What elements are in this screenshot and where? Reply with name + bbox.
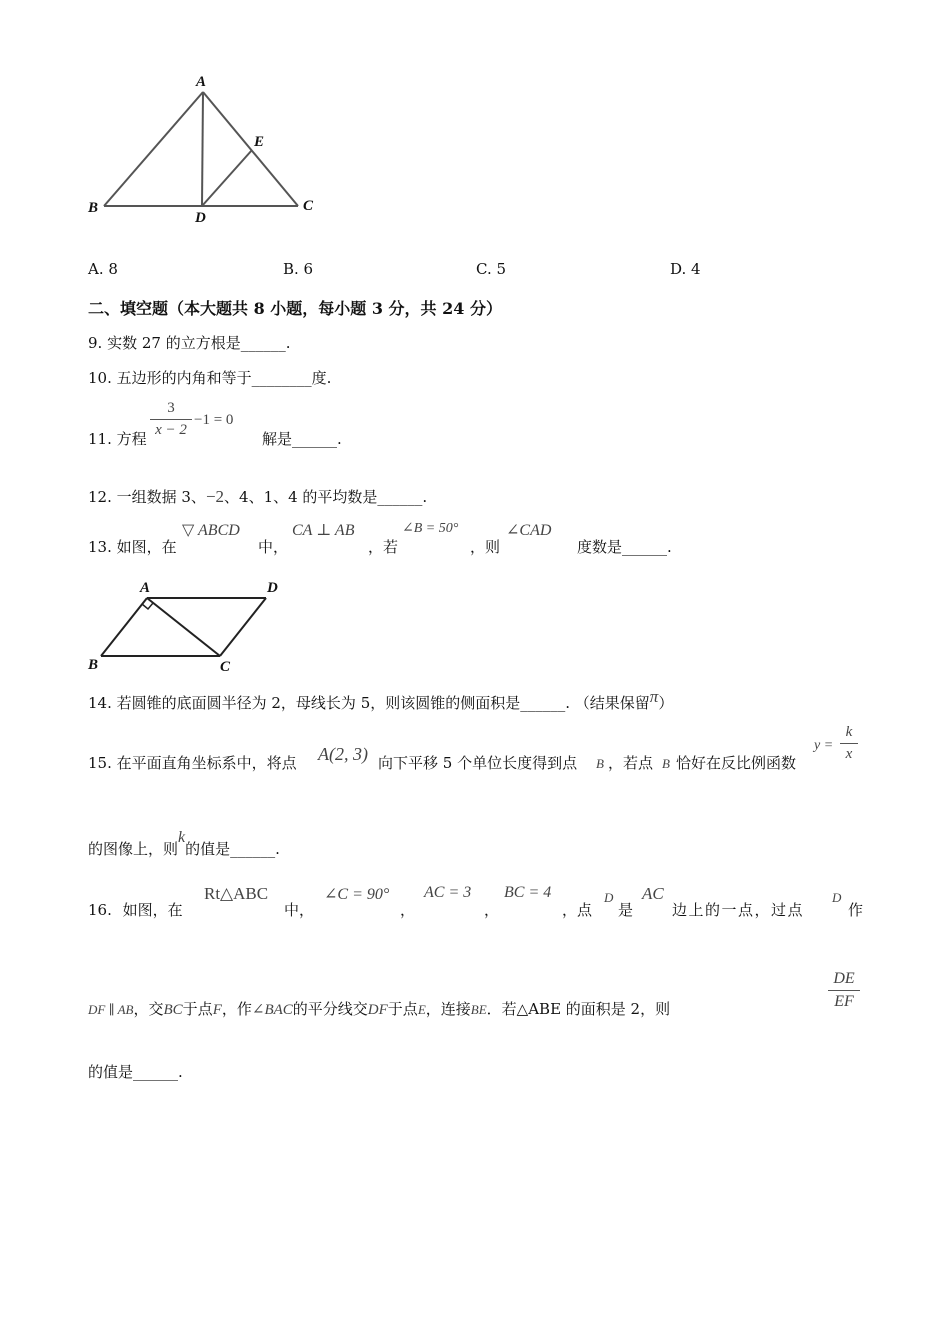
fraction-numerator: DE xyxy=(833,970,855,987)
point-a-coords: A(2, 3) xyxy=(318,744,368,764)
vertex-label-b: B xyxy=(88,200,99,216)
question-14-text: 14. 若圆锥的底面圆半径为 2，母线长为 5，则该圆锥的侧面积是______. （结果保留 xyxy=(88,694,650,712)
question-9: 9. 实数 27 的立方根是______. xyxy=(88,334,291,352)
question-10: 10. 五边形的内角和等于________度. xyxy=(88,369,332,387)
option-b: B. 6 xyxy=(283,260,314,278)
question-15-text-d: 恰好在反比例函数 xyxy=(676,754,797,772)
question-16-text-e: ，点 xyxy=(562,901,593,919)
bc-equals-4: BC = 4 xyxy=(504,884,552,901)
point-d-label: D xyxy=(604,890,614,905)
point-f: F xyxy=(212,1002,222,1018)
line2-text-a: ，交 xyxy=(133,1000,164,1018)
question-13-text-1: 中， xyxy=(258,538,289,556)
right-triangle-text: Rt△ABC xyxy=(204,884,269,903)
question-15-line2-end: 的值是______. xyxy=(185,840,280,858)
question-13-angle-b: ∠B = 50° xyxy=(402,521,459,536)
question-13-text-2: ，若 xyxy=(368,538,399,556)
vertex-label-b: B xyxy=(88,657,99,673)
triangle-abc-figure xyxy=(80,70,330,230)
option-d: D. 4 xyxy=(670,260,701,278)
question-16-text-h: 作 xyxy=(848,901,864,919)
question-13-text-3: ，则 xyxy=(470,538,501,556)
ac-equals-3: AC = 3 xyxy=(424,884,472,901)
point-d-label-2: D xyxy=(832,890,842,905)
segment-be: BE xyxy=(470,1002,487,1017)
segment-df: DF xyxy=(367,1002,388,1018)
angle-c-90: ∠C = 90° xyxy=(324,886,390,903)
pi-symbol: π xyxy=(649,687,659,706)
fraction-denominator: EF xyxy=(834,993,854,1010)
vertex-label-d: D xyxy=(267,580,278,596)
line2-text-g: ．若△ABE 的面积是 2，则 xyxy=(486,1000,671,1018)
parallelogram-figure xyxy=(80,572,300,677)
df-parallel-ab: DF ∥ AB xyxy=(88,1002,134,1017)
question-11-fraction xyxy=(150,400,192,439)
question-11-prefix: 11. 方程 xyxy=(88,430,147,448)
question-11-suffix: 解是______. xyxy=(262,430,342,448)
question-12-start: 12. 一组数据 3、 xyxy=(88,488,206,506)
right-triangle-abc xyxy=(204,884,268,904)
question-16-line3: 的值是______. xyxy=(88,1063,183,1081)
parallelogram-symbol: ▽ ABCD xyxy=(182,522,240,539)
question-15-middle: 向下平移 5 个单位长度得到点 xyxy=(378,754,578,772)
point-e: E xyxy=(417,1002,426,1017)
question-15-line2-start: 的图像上，则 xyxy=(88,840,179,858)
line2-text-f: ，连接 xyxy=(425,1000,471,1018)
question-16-text-f: 是 xyxy=(618,901,634,919)
fraction-denominator: x − 2 xyxy=(155,422,187,438)
de-over-ef-fraction xyxy=(828,970,860,1011)
question-16-line2 xyxy=(88,998,670,1019)
question-16-text-d: ， xyxy=(484,901,500,919)
line2-text-e: 于点 xyxy=(387,1000,418,1018)
fraction-numerator: 3 xyxy=(167,400,175,416)
question-16-text-g: 边上的一点，过点 xyxy=(672,901,805,919)
vertex-label-a: A xyxy=(140,580,151,596)
angle-bac: ∠BAC xyxy=(251,1002,293,1018)
question-13-prefix: 13. 如图，在 xyxy=(88,538,177,556)
question-13-suffix: 度数是______. xyxy=(577,538,672,556)
question-16-text-b: 中， xyxy=(284,901,315,919)
segment-bc: BC xyxy=(163,1002,183,1018)
question-14-close: ） xyxy=(658,694,674,712)
point-b-label-2: B xyxy=(662,756,670,771)
negative-number: −2 xyxy=(205,487,225,506)
vertex-label-c: C xyxy=(220,659,231,675)
vertex-label-e: E xyxy=(254,134,265,150)
question-13-angle-cad: ∠CAD xyxy=(506,522,552,539)
question-15-text-c: ，若点 xyxy=(608,754,654,772)
segment-ac: AC xyxy=(642,884,664,903)
section-title: 二、填空题（本大题共 8 小题，每小题 3 分，共 24 分） xyxy=(88,299,502,318)
function-fraction xyxy=(840,724,858,763)
question-12-end: 、4、1、4 的平均数是______. xyxy=(224,488,428,506)
point-b-label: B xyxy=(596,756,604,771)
question-14 xyxy=(88,687,674,713)
fraction-denominator: x xyxy=(845,746,853,762)
option-a: A. 8 xyxy=(88,260,118,278)
question-15-line2 xyxy=(88,829,280,859)
question-16-start: 16. 如图，在 xyxy=(88,901,183,919)
question-13-perpendicular: CA ⊥ AB xyxy=(292,522,355,539)
question-12 xyxy=(88,486,427,507)
line2-text-b: 于点 xyxy=(182,1000,213,1018)
option-c: C. 5 xyxy=(476,260,507,278)
function-y: y = xyxy=(814,738,834,753)
variable-k: k xyxy=(178,829,186,846)
question-16-text-c: ， xyxy=(400,901,416,919)
fraction-numerator: k xyxy=(845,724,853,740)
vertex-label-c: C xyxy=(303,198,314,214)
question-15-start: 15. 在平面直角坐标系中，将点 xyxy=(88,754,297,772)
question-11-equation-rest: −1 = 0 xyxy=(194,412,234,428)
vertex-label-a: A xyxy=(196,74,207,90)
line2-text-d: 的平分线交 xyxy=(292,1000,368,1018)
vertex-label-d: D xyxy=(195,210,206,226)
line2-text-c: ，作 xyxy=(221,1000,252,1018)
